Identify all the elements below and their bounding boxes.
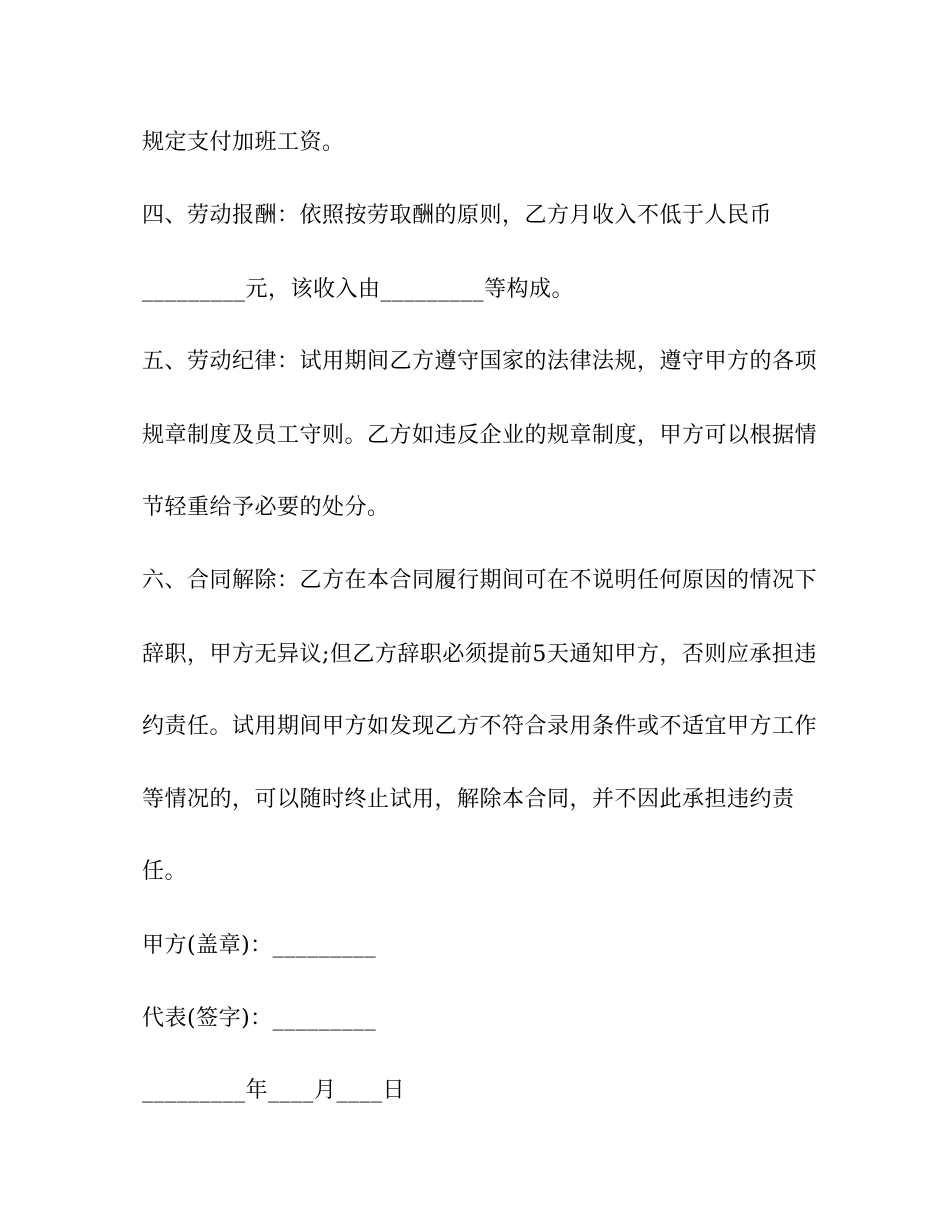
date-line: _________年____月____日 (142, 1078, 406, 1103)
paragraph-line: 辞职，甲方无异议;但乙方辞职必须提前5天通知甲方，否则应承担违 (142, 642, 817, 667)
party-a-seal-line: 甲方(盖章)：_________ (142, 933, 377, 958)
paragraph-line: 规定支付加班工资。 (142, 130, 345, 155)
representative-signature-line: 代表(签字)：_________ (142, 1006, 377, 1031)
paragraph-line: _________元，该收入由_________等构成。 (142, 277, 575, 302)
paragraph-line: 约责任。试用期间甲方如发现乙方不符合录用条件或不适宜甲方工作 (142, 714, 818, 739)
paragraph-line: 规章制度及员工守则。乙方如违反企业的规章制度，甲方可以根据情 (142, 423, 818, 448)
paragraph-line: 任。 (142, 859, 188, 884)
clause-6-title-line: 六、合同解除：乙方在本合同履行期间可在不说明任何原因的情况下 (142, 568, 818, 593)
paragraph-line: 节轻重给予必要的处分。 (142, 495, 390, 520)
paragraph-line: 等情况的，可以随时终止试用，解除本合同，并不因此承担违约责 (142, 787, 795, 812)
clause-4-title-line: 四、劳动报酬：依照按劳取酬的原则，乙方月收入不低于人民币 (142, 203, 773, 228)
clause-5-title-line: 五、劳动纪律：试用期间乙方遵守国家的法律法规，遵守甲方的各项 (142, 349, 818, 374)
